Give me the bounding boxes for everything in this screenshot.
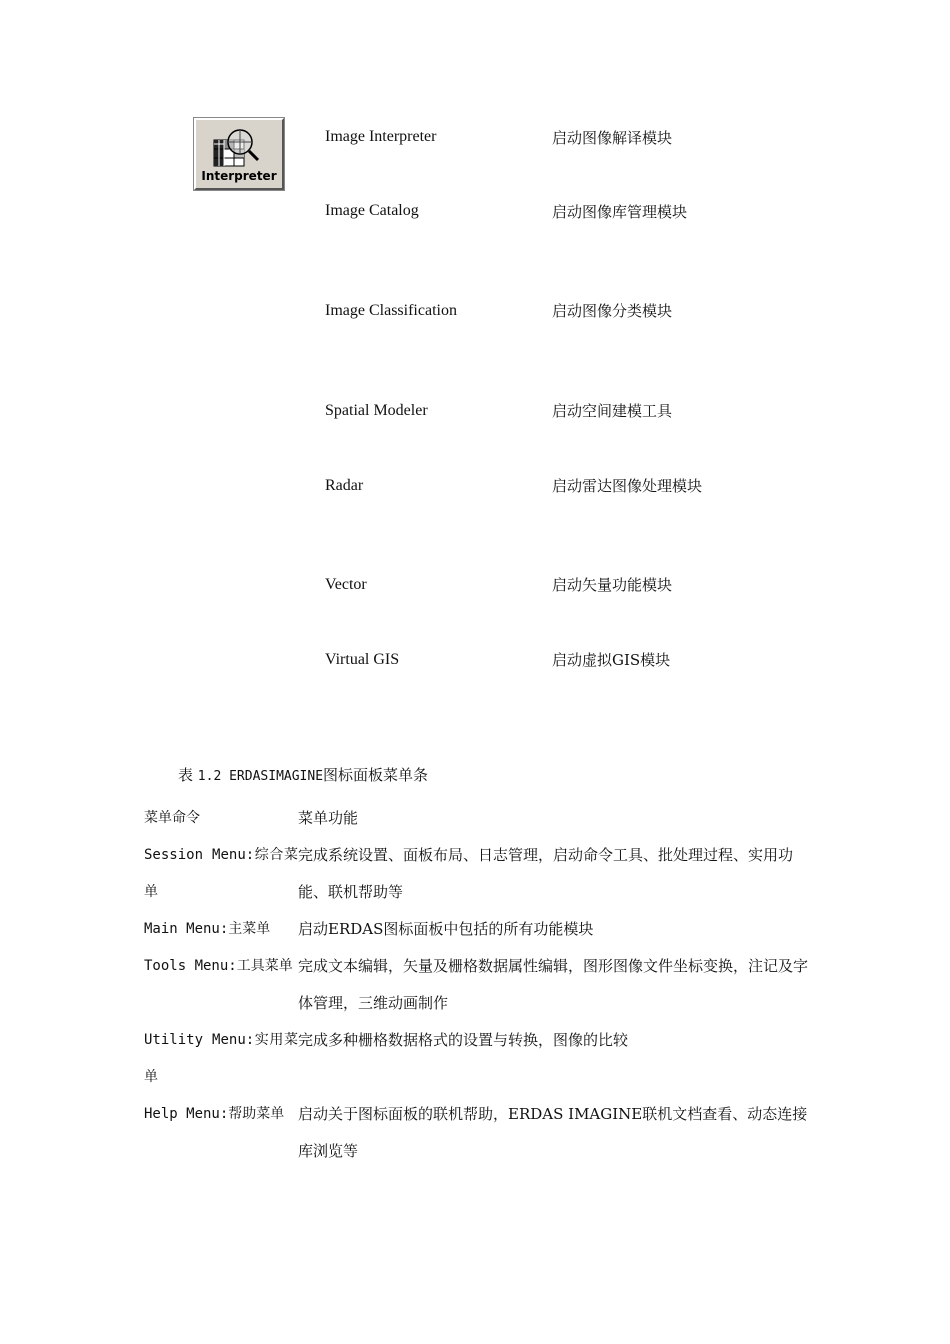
interpreter-icon-label: Interpreter (201, 169, 277, 183)
module-name: Spatial Modeler (325, 402, 428, 419)
module-name: Image Interpreter (325, 128, 437, 145)
table-row (144, 948, 814, 1022)
row-command: Tools Menu:工具菜单 (144, 958, 293, 974)
module-name: Vector (325, 576, 367, 593)
table-row (144, 1096, 814, 1170)
module-desc: 启动图像库管理模块 (552, 203, 688, 221)
module-desc: 启动图像解译模块 (552, 129, 673, 147)
row-command: Main Menu:主菜单 (144, 921, 271, 937)
caption-number: 1.2 ERDASIMAGINE (197, 769, 324, 784)
module-desc: 启动空间建模工具 (552, 402, 673, 420)
module-desc: 启动虚拟GIS模块 (552, 651, 671, 669)
module-desc: 启动矢量功能模块 (552, 576, 673, 594)
interpreter-icon-button[interactable] (194, 118, 284, 190)
table-caption (178, 764, 428, 785)
header-function-text: 菜单功能 (298, 809, 359, 827)
row-command: Help Menu:帮助菜单 (144, 1106, 285, 1122)
header-command-text: 菜单命令 (144, 810, 200, 826)
row-command: Utility Menu:实用菜单 (144, 1032, 298, 1085)
row-function: 完成系统设置、面板布局、日志管理，启动命令工具、批处理过程、实用功能、联机帮助等 (298, 846, 794, 901)
row-function: 启动ERDAS图标面板中包括的所有功能模块 (298, 920, 594, 938)
row-command: Session Menu:综合菜单 (144, 847, 298, 900)
module-name: Image Classification (325, 302, 457, 319)
menu-table (144, 800, 814, 1170)
table-header-row (144, 800, 814, 837)
row-function: 完成多种栅格数据格式的设置与转换，图像的比较 (298, 1031, 629, 1049)
table-row (144, 837, 814, 911)
interpreter-grid-magnifier-icon (210, 126, 270, 170)
header-command (144, 800, 298, 837)
module-name: Virtual GIS (325, 651, 400, 668)
caption-text: 图标面板菜单条 (323, 766, 429, 784)
module-name: Radar (325, 477, 364, 494)
caption-prefix: 表 (178, 766, 194, 784)
header-function (298, 800, 814, 837)
row-function: 启动关于图标面板的联机帮助，ERDAS IMAGINE联机文档查看、动态连接库浏览等 (298, 1105, 808, 1160)
module-desc: 启动雷达图像处理模块 (552, 477, 703, 495)
row-function: 完成文本编辑，矢量及栅格数据属性编辑，图形图像文件坐标变换，注记及字体管理，三维动画制作 (298, 957, 809, 1012)
module-desc: 启动图像分类模块 (552, 302, 673, 320)
table-row (144, 911, 814, 948)
module-name: Image Catalog (325, 202, 419, 219)
table-row (144, 1022, 814, 1096)
